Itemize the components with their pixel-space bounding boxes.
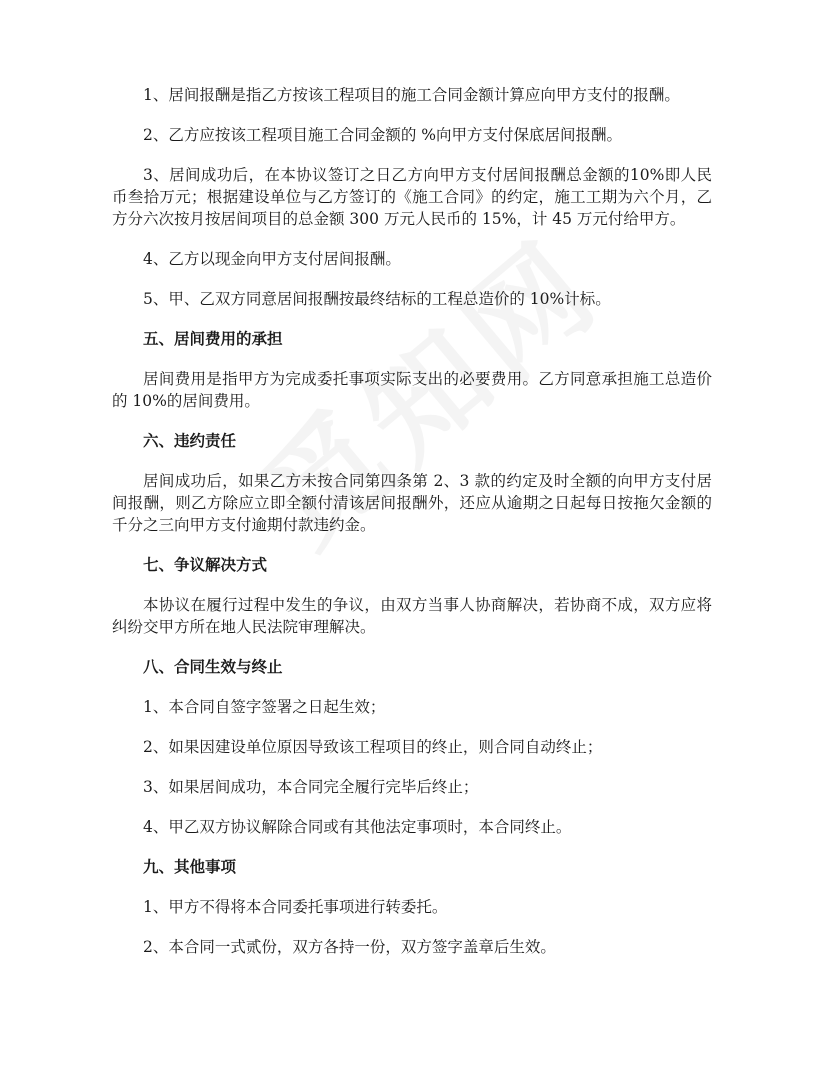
clause-7: 本协议在履行过程中发生的争议，由双方当事人协商解决，若协商不成，双方应将纠纷交甲方所在地人民法院审理解决。 (112, 596, 712, 636)
clause-4-4: 4、乙方以现金向甲方支付居间报酬。 (143, 250, 401, 268)
clause-9-2: 2、本合同一式贰份，双方各持一份，双方签字盖章后生效。 (143, 938, 556, 956)
section-heading-9: 九、其他事项 (143, 858, 237, 876)
document-body (112, 84, 712, 976)
clause-4-2: 2、乙方应按该工程项目施工合同金额的 %向甲方支付保底居间报酬。 (143, 126, 623, 144)
clause-6: 居间成功后，如果乙方未按合同第四条第 2、3 款的约定及时全额的向甲方支付居间报酬，则乙方除应立即全额付清该居间报酬外，还应从逾期之日起每日按拖欠金额的千分之三向甲方支付逾期付款违约金。 (112, 472, 712, 534)
clause-8-2: 2、如果因建设单位原因导致该工程项目的终止，则合同自动终止； (143, 738, 603, 756)
section-heading-6: 六、违约责任 (143, 432, 237, 450)
clause-8-1: 1、本合同自签字签署之日起生效； (143, 698, 386, 716)
clause-4-1: 1、居间报酬是指乙方按该工程项目的施工合同金额计算应向甲方支付的报酬。 (143, 86, 680, 104)
clause-9-1: 1、甲方不得将本合同委托事项进行转委托。 (143, 898, 448, 916)
clause-8-4: 4、甲乙双方协议解除合同或有其他法定事项时，本合同终止。 (143, 818, 572, 836)
clause-5: 居间费用是指甲方为完成委托事项实际支出的必要费用。乙方同意承担施工总造价的 10%的居间费用。 (112, 370, 712, 410)
section-heading-5: 五、居间费用的承担 (143, 330, 283, 348)
section-heading-7: 七、争议解决方式 (143, 556, 268, 574)
clause-4-3: 3、居间成功后，在本协议签订之日乙方向甲方支付居间报酬总金额的10%即人民币叁拾万元；根据建设单位与乙方签订的《施工合同》的约定，施工工期为六个月，乙方分六次按月按居间项目的总金额 300 万元人民币的 15%，计 45 万元付给甲方。 (112, 166, 712, 228)
clause-8-3: 3、如果居间成功，本合同完全履行完毕后终止； (143, 778, 479, 796)
section-heading-8: 八、合同生效与终止 (143, 658, 283, 676)
clause-4-5: 5、甲、乙双方同意居间报酬按最终结标的工程总造价的 10%计标。 (143, 290, 611, 308)
